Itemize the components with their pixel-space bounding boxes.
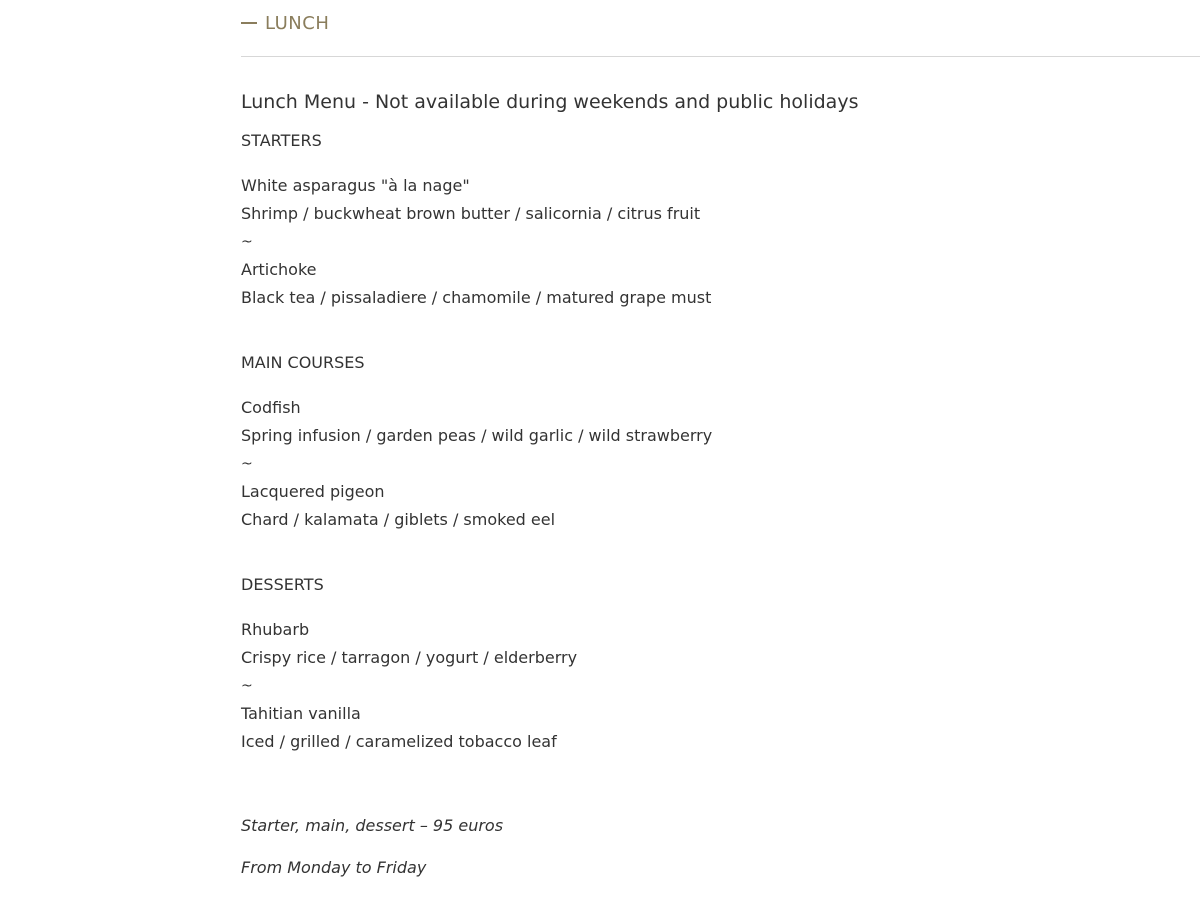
dish-name: Artichoke — [241, 260, 317, 279]
section-divider — [241, 56, 1200, 57]
course-starters — [241, 130, 1141, 312]
course-heading: STARTERS — [241, 131, 322, 150]
dish-separator: ~ — [241, 234, 253, 250]
course-heading: MAIN COURSES — [241, 353, 365, 372]
dish-separator: ~ — [241, 678, 253, 694]
dish-description: Crispy rice / tarragon / yogurt / elderberry — [241, 648, 578, 667]
course-desserts — [241, 574, 1141, 756]
collapse-dash-icon — [241, 22, 257, 24]
dish-name: Rhubarb — [241, 620, 310, 639]
lunch-accordion-toggle[interactable] — [241, 10, 329, 36]
dish-name: Codfish — [241, 398, 301, 417]
dish-name: White asparagus "à la nage" — [241, 176, 470, 195]
lunch-menu-content — [241, 88, 1141, 896]
dish-description: Iced / grilled / caramelized tobacco leaf — [241, 732, 557, 751]
dish-description: Spring infusion / garden peas / wild garlic / wild strawberry — [241, 426, 713, 445]
menu-price: Starter, main, dessert – 95 euros — [241, 816, 504, 835]
dish-name: Lacquered pigeon — [241, 482, 385, 501]
dish-separator: ~ — [241, 456, 253, 472]
course-heading: DESSERTS — [241, 575, 324, 594]
menu-availability: From Monday to Friday — [241, 858, 427, 877]
dish-description: Black tea / pissaladiere / chamomile / matured grape must — [241, 288, 712, 307]
dish-description: Chard / kalamata / giblets / smoked eel — [241, 510, 556, 529]
dish-name: Tahitian vanilla — [241, 704, 361, 723]
course-main-courses — [241, 352, 1141, 534]
dish-description: Shrimp / buckwheat brown butter / salicornia / citrus fruit — [241, 204, 701, 223]
section-title: LUNCH — [265, 12, 330, 34]
menu-heading: Lunch Menu - Not available during weekends and public holidays — [241, 91, 859, 113]
